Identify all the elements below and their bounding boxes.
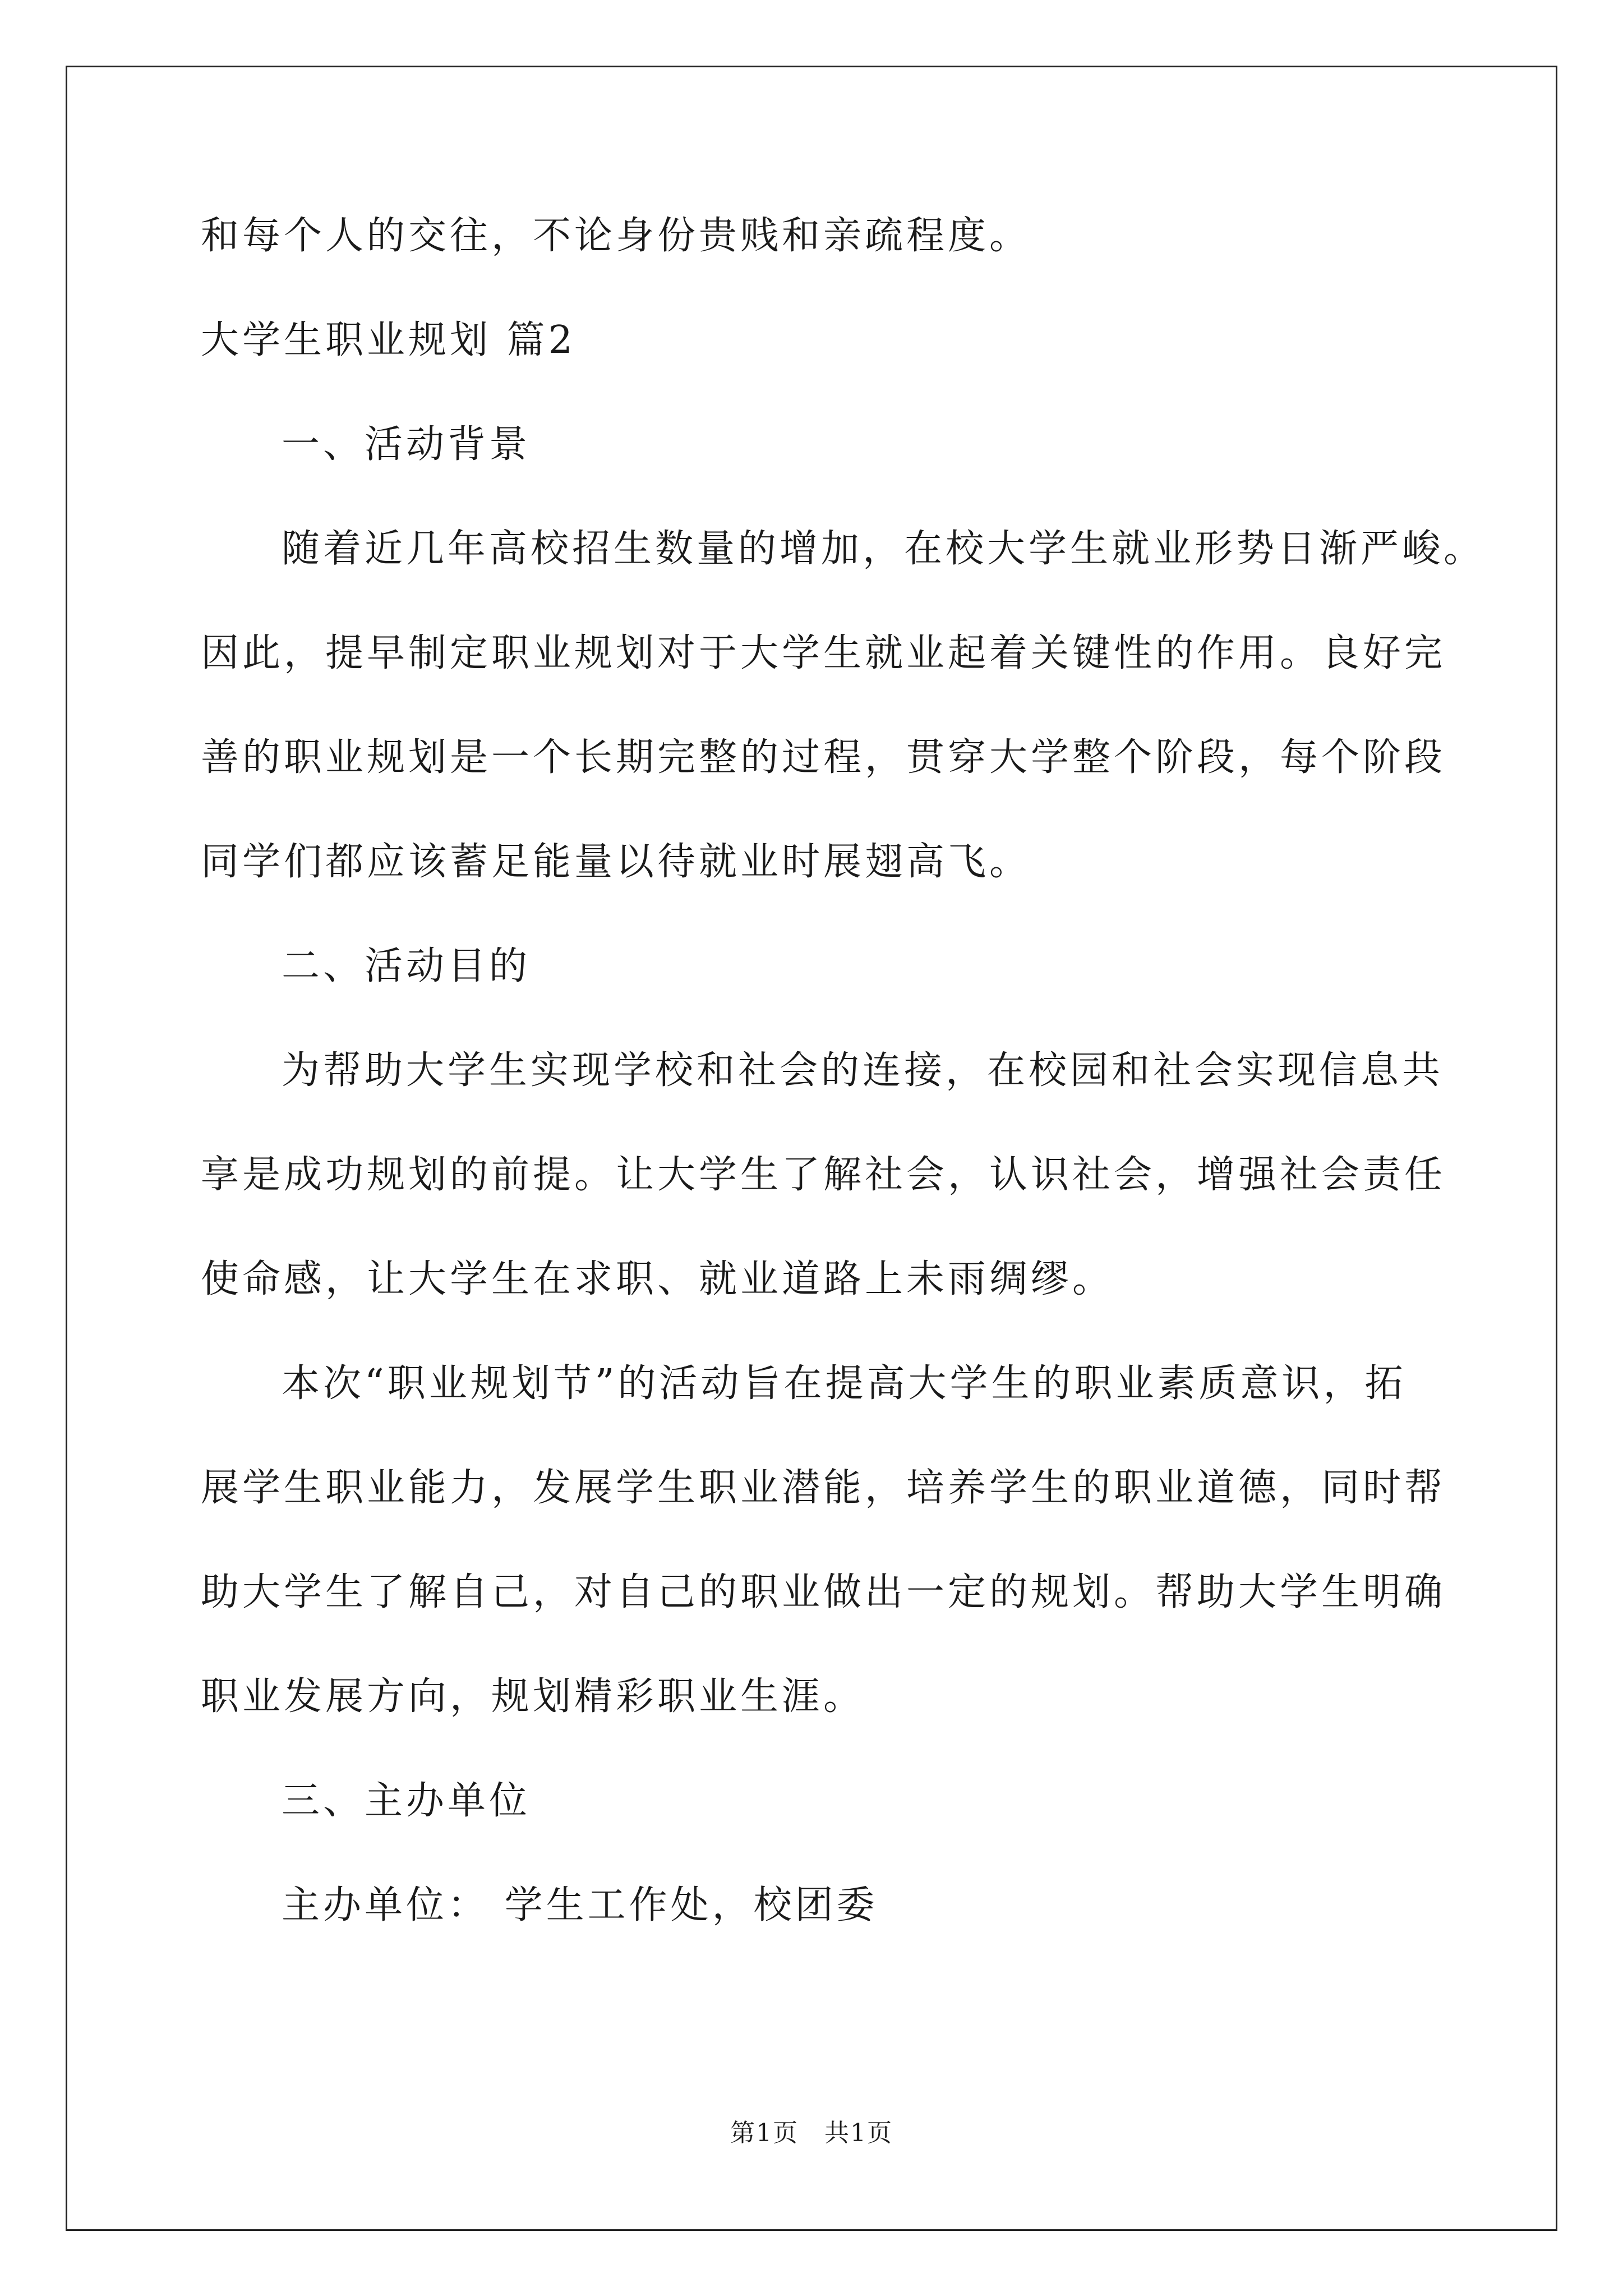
heading-purpose: 二、活动目的 — [282, 944, 531, 988]
document-body — [201, 210, 1486, 1931]
paragraph-event-line-3: 助大学生了解自己，对自己的职业做出一定的规划。帮助大学生明确 — [201, 1570, 1446, 1614]
page-footer: 第1页 共1页 — [730, 2119, 893, 2147]
paragraph-background-line-4: 同学们都应该蓄足能量以待就业时展翅高飞。 — [201, 840, 1031, 884]
paragraph-purpose-line-2: 享是成功规划的前提。让大学生了解社会，认识社会，增强社会责任 — [201, 1153, 1446, 1197]
section-title: 大学生职业规划 篇2 — [201, 318, 576, 362]
paragraph-event-line-4: 职业发展方向，规划精彩职业生涯。 — [201, 1674, 865, 1719]
paragraph-event-line-1: 本次“职业规划节”的活动旨在提高大学生的职业素质意识，拓 — [282, 1361, 1407, 1406]
heading-organizer: 三、主办单位 — [282, 1779, 531, 1823]
paragraph-background-line-3: 善的职业规划是一个长期完整的过程，贯穿大学整个阶段，每个阶段 — [201, 735, 1446, 780]
paragraph-background-line-2: 因此，提早制定职业规划对于大学生就业起着关键性的作用。良好完 — [201, 631, 1446, 675]
organizer-line: 主办单位： 学生工作处，校团委 — [282, 1883, 878, 1927]
paragraph-background-line-1: 随着近几年高校招生数量的增加，在校大学生就业形势日渐严峻。 — [282, 527, 1486, 571]
paragraph-event-line-2: 展学生职业能力，发展学生职业潜能，培养学生的职业道德，同时帮 — [201, 1466, 1446, 1510]
paragraph-purpose-line-3: 使命感，让大学生在求职、就业道路上未雨绸缪。 — [201, 1257, 1114, 1301]
heading-background: 一、活动背景 — [282, 422, 531, 467]
paragraph-purpose-line-1: 为帮助大学生实现学校和社会的连接，在校园和社会实现信息共 — [282, 1048, 1444, 1093]
text-line-1: 和每个人的交往，不论身份贵贱和亲疏程度。 — [201, 214, 1031, 258]
